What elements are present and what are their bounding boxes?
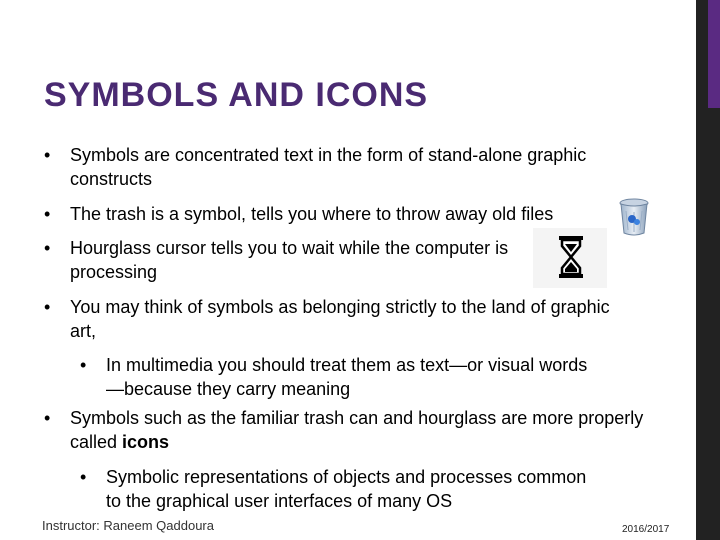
bullet-text-bold-icons: icons (122, 432, 170, 452)
bullet-text: Hourglass cursor tells you to wait while the computer is processing (70, 238, 509, 282)
bullet-text: The trash is a symbol, tells you where to throw away old files (70, 204, 554, 224)
bullet-dot: • (44, 297, 51, 317)
bullet-symbols-definition (44, 143, 604, 191)
bullet-dot: • (44, 145, 51, 165)
bullet-text: Symbols are concentrated text in the form of stand-alone graphic constructs (70, 145, 587, 189)
bullet-text: In multimedia you should treat them as text—or visual words—because they carry meaning (106, 355, 588, 399)
slide-title: SYMBOLS AND ICONS (44, 76, 429, 114)
bullet-icons-definition (44, 406, 644, 454)
bullet-dot: • (80, 467, 87, 487)
hourglass-icon (533, 228, 607, 288)
sub-bullet-multimedia (80, 353, 600, 401)
bullet-text: You may think of symbols as belonging strictly to the land of graphic art, (70, 297, 610, 341)
bullet-text (44, 406, 644, 454)
footer-instructor: Instructor: Raneem Qaddoura (42, 518, 214, 533)
bullet-graphic-art (44, 295, 624, 343)
bullet-dot: • (44, 408, 51, 428)
bullet-hourglass-cursor (44, 236, 564, 284)
bullet-text-main: Symbols such as the familiar trash can and hourglass are more properly called (70, 408, 644, 452)
right-accent-bar (708, 0, 720, 108)
bullet-dot: • (44, 204, 51, 224)
footer-year: 2016/2017 (622, 524, 670, 535)
bullet-dot: • (80, 355, 87, 375)
bullet-text: Symbolic representations of objects and processes common to the graphical user interfaces of many OS (106, 467, 587, 511)
bullet-dot: • (44, 238, 51, 258)
trash-icon (616, 195, 652, 237)
sub-bullet-symbolic-representations (80, 465, 600, 513)
bullet-trash-symbol (44, 202, 624, 226)
